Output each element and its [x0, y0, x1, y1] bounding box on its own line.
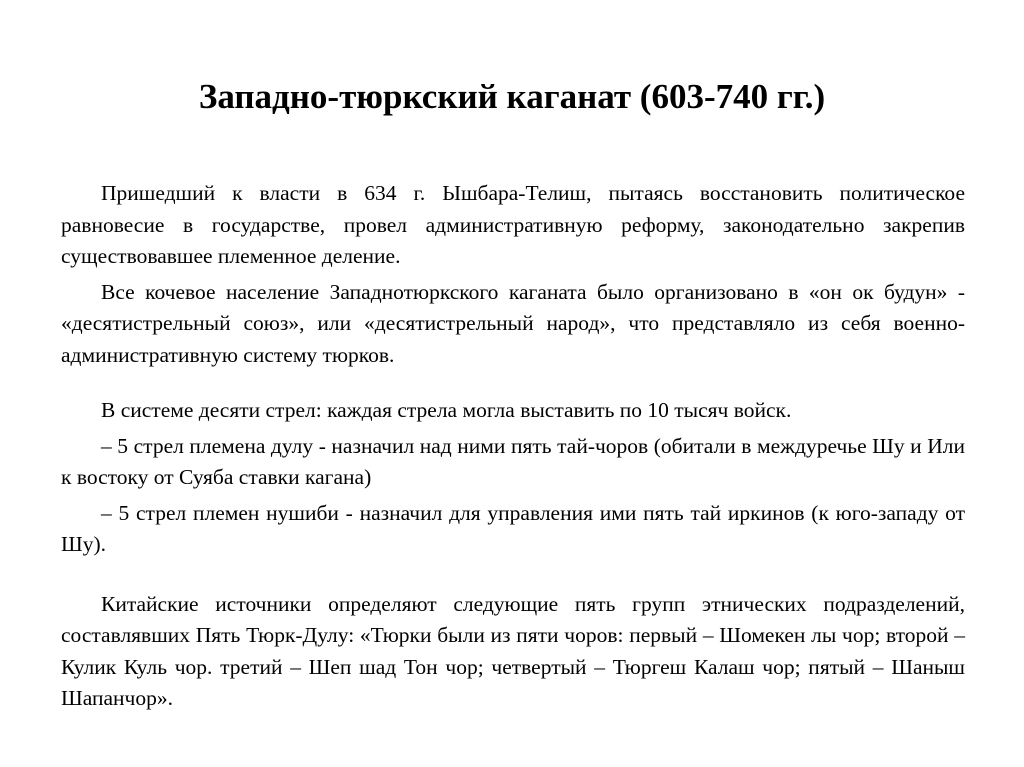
slide-body	[61, 178, 965, 715]
paragraph-ten-arrows-system: В системе десяти стрел: каждая стрела могла выставить по 10 тысяч войск.	[101, 398, 792, 422]
slide-title: Западно-тюркский каганат (603-740 гг.)	[198, 77, 826, 116]
paragraph-nushibi-arrows: – 5 стрел племен нушиби - назначил для управления ими пять тай иркинов (к юго-западу от Шу).	[61, 500, 965, 556]
paragraph-ten-arrows-union: Все кочевое население Западнотюркского каганата было организовано в «он ок будун» - «десятистрельный союз», или «десятистрельный народ», что представляло из себя военно-административную систему тюрков.	[61, 279, 965, 367]
paragraph-chinese-sources: Китайские источники определяют следующие пять групп этнических подразделений, составлявших Пять Тюрк-Дулу: «Тюрки были из пяти чоров: первый – Шомекен лы чор; второй – Кулик Куль чор. третий – Шеп шад Тон чор; четвертый – Тюргеш Калаш чор; пятый – Шаныш Шапанчор».	[61, 591, 965, 710]
paragraph-reform: Пришедший к власти в 634 г. Ышбара-Телиш, пытаясь восстановить политическое равновесие в государстве, провел административную реформу, законодательно закрепив существовавшее племенное деление.	[61, 181, 965, 268]
paragraph-dulu-arrows: – 5 стрел племена дулу - назначил над ними пять тай-чоров (обитали в междуречье Шу и Или к востоку от Суяба ставки кагана)	[61, 433, 965, 489]
